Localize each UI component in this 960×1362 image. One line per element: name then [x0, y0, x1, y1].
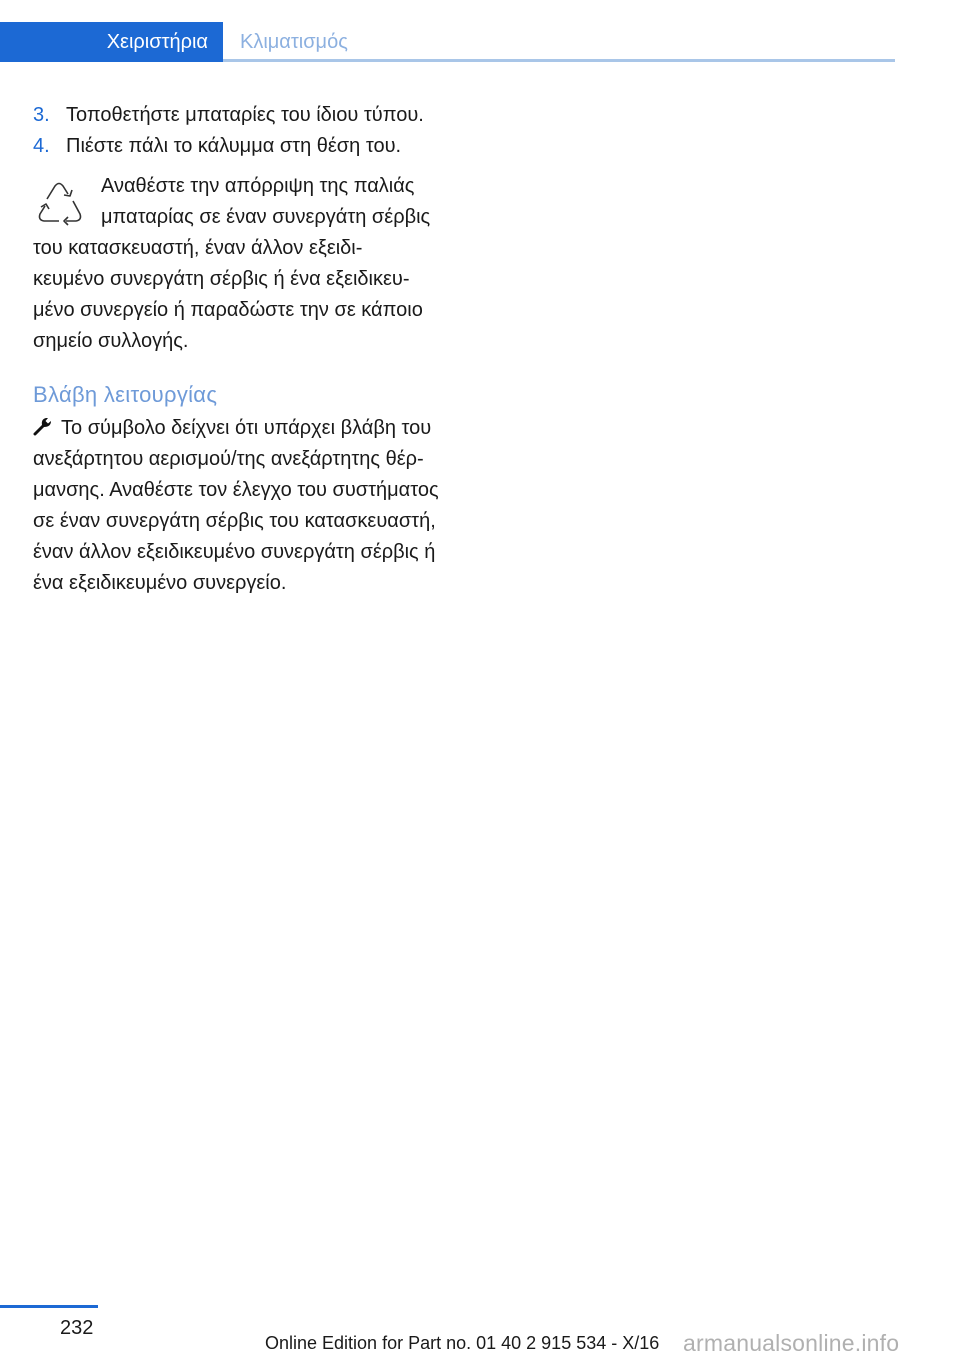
step-text: Τοποθετήστε μπαταρίες του ίδιου τύπου.: [66, 104, 424, 126]
step-text: Πιέστε πάλι το κάλυμμα στη θέση του.: [66, 135, 402, 157]
step-number: 4.: [33, 135, 50, 157]
tab-climate[interactable]: Κλιματισμός: [240, 31, 348, 53]
watermark: armanualsonline.info: [683, 1330, 900, 1356]
paragraph-line: έναν άλλον εξειδικευμένο συνεργάτη σέρβις ή: [33, 541, 436, 563]
paragraph-line: σε έναν συνεργάτη σέρβις του κατασκευαστή,: [33, 510, 436, 532]
note-line: μένο συνεργείο ή παραδώστε την σε κάποιο: [33, 299, 423, 321]
section-paragraph: [33, 413, 448, 599]
step-item: [33, 131, 448, 162]
note-line: μπαταρίας σε έναν συνεργάτη σέρβις: [101, 206, 431, 228]
footer-rule: [0, 1305, 98, 1308]
note-line: του κατασκευαστή, έναν άλλον εξειδι‐: [33, 237, 363, 259]
section-title: Βλάβη λειτουργίας: [33, 382, 218, 407]
paragraph-text: Το σύμβολο δείχνει ότι υπάρχει βλάβη του: [61, 417, 432, 439]
page-content: [33, 100, 448, 599]
note-line: κευμένο συνεργάτη σέρβις ή ένα εξειδικευ‐: [33, 268, 410, 290]
paragraph-line: [33, 413, 448, 444]
recycle-note: [33, 171, 448, 357]
page-number: 232: [60, 1317, 94, 1339]
note-line: σημείο συλλογής.: [33, 330, 189, 352]
edition-text: Online Edition for Part no. 01 40 2 915 534 - X/16: [265, 1333, 660, 1353]
note-line: Αναθέστε την απόρριψη της παλιάς: [101, 175, 415, 197]
tab-controls[interactable]: Χειριστήρια: [0, 22, 223, 62]
page-header: [0, 22, 895, 62]
paragraph-line: ανεξάρτητου αερισμού/της ανεξάρτητης θέρ‐: [33, 448, 424, 470]
wrench-icon: [33, 416, 53, 436]
step-number: 3.: [33, 104, 50, 126]
paragraph-line: μανσης. Αναθέστε τον έλεγχο του συστήματος: [33, 479, 439, 501]
paragraph-line: ένα εξειδικευμένο συνεργείο.: [33, 572, 287, 594]
step-item: [33, 100, 448, 131]
recycle-icon: [33, 177, 85, 229]
